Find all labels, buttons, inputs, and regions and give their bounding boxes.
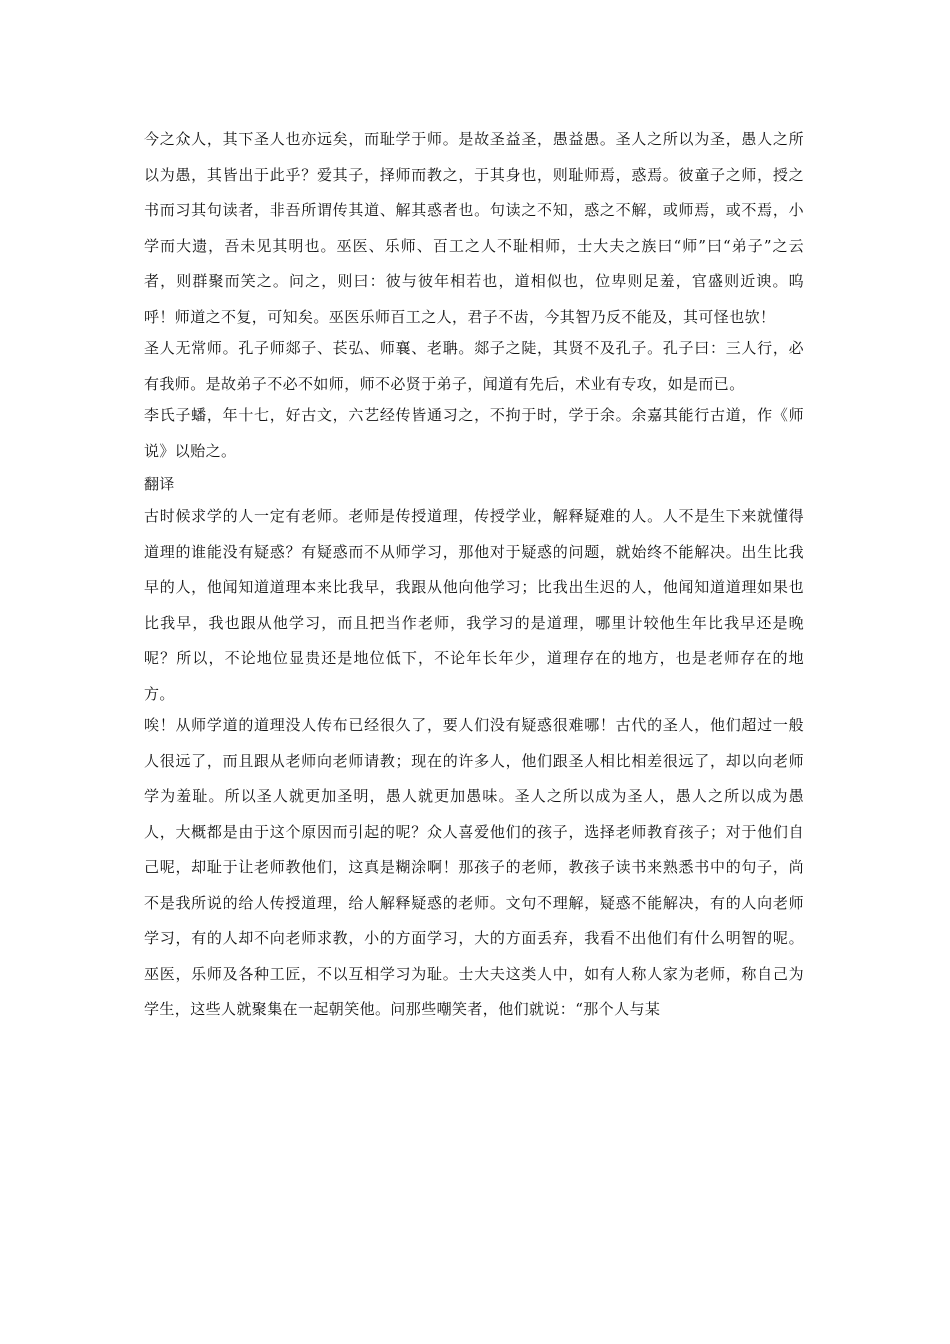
translation-paragraph-2: 唉！从师学道的道理没人传布已经很久了，要人们没有疑惑很难哪！古代的圣人，他们超过一般人很远了，而且跟从老师向老师请教；现在的许多人，他们跟圣人相比相差很远了，却以向老师学为羞耻。所以圣人就更加圣明，愚人就更加愚味。圣人之所以成为圣人，愚人之所以成为愚人，大概都是由于这个原因而引起的呢？众人喜爱他们的孩子，选择老师教育孩子；对于他们自己呢，却耻于让老师教他们，这真是糊涂啊！那孩子的老师，教孩子读书来熟悉书中的句子，尚不是我所说的给人传授道理，给人解释疑惑的老师。文句不理解，疑惑不能解决，有的人向老师学习，有的人却不向老师求教，小的方面学习，大的方面丢弃，我看不出他们有什么明智的呢。巫医，乐师及各种工匠，不以互相学习为耻。士大夫这类人中，如有人称人家为老师，称自己为学生，这些人就聚集在一起朝笑他。问那些嘲笑者，他们就说：“那个人与某 — [144, 716, 804, 1018]
translation-paragraph-1: 古时候求学的人一定有老师。老师是传授道理，传授学业，解释疑难的人。人不是生下来就懂得道理的谁能没有疑惑？有疑惑而不从师学习，那他对于疑惑的问题，就始终不能解决。出生比我早的人，他闻知道道理本来比我早，我跟从他向他学习；比我出生迟的人，他闻知道道理如果也比我早，我也跟从他学习，而且把当作老师，我学习的是道理，哪里计较他生年比我早还是晚呢？所以，不论地位显贵还是地位低下，不论年长年少，道理存在的地方，也是老师存在的地方。 — [144, 507, 804, 703]
original-paragraph-3: 李氏子蟠，年十七，好古文，六艺经传皆通习之，不拘于时，学于余。余嘉其能行古道，作《师说》以贻之。 — [144, 406, 804, 460]
original-paragraph-1: 今之众人，其下圣人也亦远矣，而耻学于师。是故圣益圣，愚益愚。圣人之所以为圣，愚人之所以为愚，其皆出于此乎？爱其子，择师而教之，于其身也，则耻师焉，惑焉。彼童子之师，授之书而习其句读者，非吾所谓传其道、解其惑者也。句读之不知，惑之不解，或师焉，或不焉，小学而大遗，吾未见其明也。巫医、乐师、百工之人不耻相师，士大夫之族曰“师”曰“弟子”之云者，则群聚而笑之。问之，则曰：彼与彼年相若也，道相似也，位卑则足羞，官盛则近谀。呜呼！师道之不复，可知矣。巫医乐师百工之人，君子不齿，今其智乃反不能及，其可怪也欤！ — [144, 130, 804, 326]
document-page — [144, 122, 804, 1028]
original-paragraph-2: 圣人无常师。孔子师郯子、苌弘、师襄、老聃。郯子之陡，其贤不及孔子。孔子曰：三人行，必有我师。是故弟子不必不如师，师不必贤于弟子，闻道有先后，术业有专攻，如是而已。 — [144, 339, 804, 393]
translation-heading: 翻译 — [144, 475, 175, 493]
